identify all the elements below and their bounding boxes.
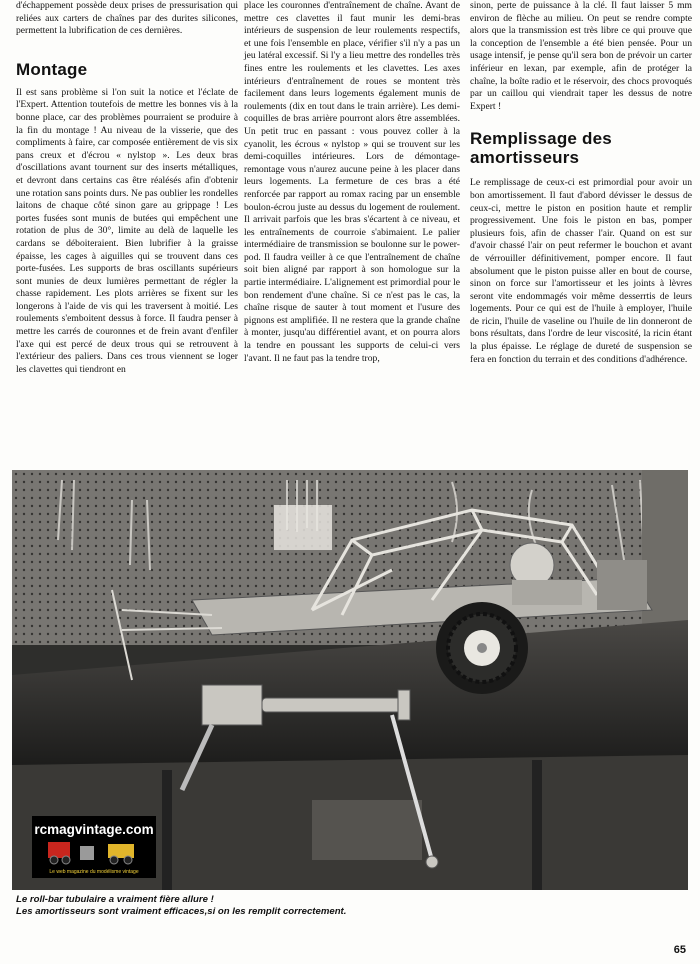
photo-caption bbox=[16, 894, 576, 918]
article-column-3 bbox=[470, 0, 692, 366]
watermark-title: rcmagvintage.com bbox=[34, 822, 154, 837]
article-column-2 bbox=[244, 0, 460, 365]
column-2-paragraph: place les couronnes d'entraînement de chaîne. Avant de mettre ces clavettes il faut munir les demi-bras intérieurs de suspension de leur roulements respectifs, et une fois l'ensemble en place, vérifier s'il n'y a pas un jeu latéral excessif. Si l'y a lieu mettre des rondelles très fines entre les roulements et les clavettes. Les axes intérieurs d'entraînement de roues se montent très facilement dans leurs logements également munis de roulements (dix en tout dans le train arrière). Les demi-coquilles de bras arrière pourront alors être assemblées. Un petit truc en passant : vous pouvez coller à la cyanolit, les écrous « nylstop » qui se trouvent sur les demi-coquilles intérieures. Lors de démontage-remontage vous n'aurez aucune peine à les placer dans leurs logements. La fermeture de ces bras a été renforcée par rapport au romax racing par un ensemble boulon-écrou juste au dessus du logement de roulement. Il arrivait parfois que les bras s'écartent à ce niveau, et les entraînements de courroie s'abimaient. Le palier intermédiaire de transmission se boulonne sur le power-pod. Il faudra veiller à ce que l'entraînement de chaîne soit bien aligné par rapport à son homologue sur la partie intermédiaire. L'alignement est primordial pour le bon rendement d'une chaîne. Si ce n'est pas le cas, la chaîne risque de sauter à tout moment et l'usure des pignons est amplifiée. Il ne restera que la grande chaîne à monter, jusqu'au différentiel avant, et on pourra alors la tendre en poussant les supports de celui-ci vers l'avant. Il ne faut pas la tendre trop, bbox=[244, 0, 460, 364]
heading-line-1: Remplissage des bbox=[470, 129, 612, 149]
montage-paragraph: Il est sans problème si l'on suit la notice et l'éclate de l'Expert. Attention toutefois de mettre les bonnes vis à la bonne place, car des problèmes pourraient se produire à la fin du montage ! Au niveau de la visserie, que des compliments à faire, car composée entièrement de vis six pans creux et d'écrou « nylstop ». Les deux bras d'oscillations avant tournent sur des inserts métalliques, et devront dans certains cas être réalésés afin d'obtenir une rotation sans points durs. Ne pas oublier les rondelles laitons de chaque côté sinon gare au grippage ! Les portes fusées sont munis de butées qui empêchent une rotation de plus de 30°, limite au delà de laquelle les cardans se déboiteraient. Bien lubrifier à la graisse épaisse, les cages à aiguilles qui se trouvent dans ces porte-fusées. Les supports de bras oscillants supérieurs sont munies de deux lumières permettant de régler la chasse rapidement. Les plots arrières se fixent sur les longerons à l'aide de vis qui les traversent à moitié. Les roulements s'emboitent dessus à force. Il faudra penser à mettre les carrés de couronnes et de frein avant d'enfiler l'axe qui est percé de deux trous qui se retrouvent à l'extérieur des paliers. Dans ces trous viennent se loger les clavettes qui tiendront en bbox=[16, 86, 238, 375]
watermark-subtitle: Le web magazine du modélisme vintage bbox=[49, 869, 139, 875]
buggy-chassis-illustration bbox=[12, 470, 688, 890]
column-3-intro-paragraph: sinon, perte de puissance à la clé. Il faut laisser 5 mm environ de flèche au milieu. On peut se rendre compte alors que la transmission est très libre ce qui prouve que la conception de l'ensemble a été bien pensée. Pour un usage intensif, je pense qu'il sera bon de prévoir un carter inférieur en lexan, par exemple, afin de protéger la chaîne, la boîte radio et le réservoir, des chocs provoqués par un caillou qui viendrait taper les dessus de notre Expert ! bbox=[470, 0, 692, 112]
page-number: 65 bbox=[673, 944, 686, 956]
caption-line-2: Les amortisseurs sont vraiment efficaces,si on les remplit correctement. bbox=[16, 906, 347, 917]
section-heading-montage: Montage bbox=[16, 59, 88, 79]
heading-line-2: amortisseurs bbox=[470, 148, 580, 168]
section-heading-remplissage bbox=[470, 129, 692, 167]
remplissage-paragraph: Le remplissage de ceux-ci est primordial pour avoir un bon amortissement. Il faut d'abord dévisser le dessus de ceux-ci, mettre le piston en position haute et remplir progressivement. Une fois le piston en bas, pomper plusieurs fois, afin de chasser l'air. Quand on est sur d'avoir chassé l'air on peut refermer le bouchon et avant de vérrouiller définitivement, pomper encore. Il faut absolument que le piston puisse aller en bout de course, sinon on force sur l'amortisseur et les joints à lèvres seront vite endommagés voir même desserrtis de leurs logements. Pour ce qui est de l'huile à employer, l'huile de ricin, l'huile de vaseline ou l'huile de lin donneront de bons résultats, dans l'ordre de leur viscosité, la ricin étant la plus épaisse. Le réglage de dureté de suspension se fera en fonction du terrain et des conditions d'adhérence. bbox=[470, 177, 692, 365]
workshop-photo bbox=[12, 470, 688, 890]
caption-line-1: Le roll-bar tubulaire a vraiment fière allure ! bbox=[16, 894, 214, 905]
rcmagvintage-watermark bbox=[32, 816, 156, 878]
article-column-1 bbox=[16, 0, 238, 376]
column-1-intro-paragraph: d'échappement possède deux prises de pressurisation qui reliées aux carters de chaînes par des durites silicones, permettent la lubrification de ces dernières. bbox=[16, 0, 238, 37]
